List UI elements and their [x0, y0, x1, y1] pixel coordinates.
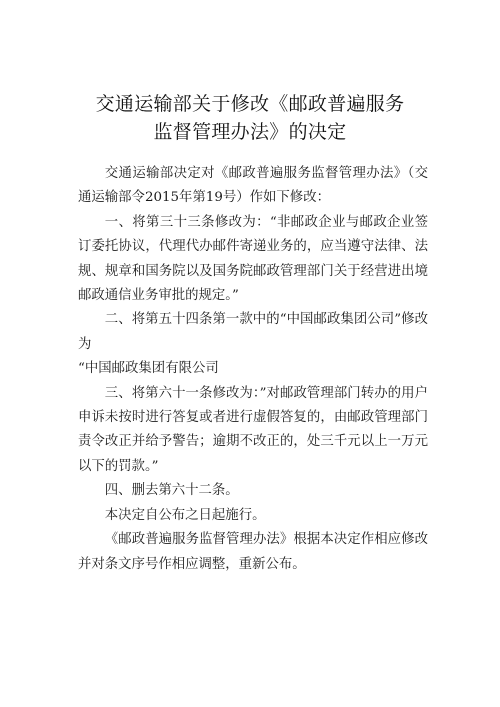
- intro-paragraph: 交通运输部决定对《邮政普遍服务监督管理办法》（交通运输部令2015年第19号）作如下修改：: [78, 166, 428, 206]
- document-title: [0, 90, 500, 146]
- amendment-4-paragraph: 四、删去第六十二条。: [104, 483, 239, 499]
- amendment-2-paragraph: 二、将第五十四条第一款中的“中国邮政集团公司”修改为: [78, 312, 428, 352]
- amendment-3-paragraph: 三、将第六十一条修改为：”对邮政管理部门转办的用户申诉未按时进行答复或者进行虚假答复的，由邮政管理部门责令改正并给予警告；逾期不改正的，处三千元以上一万元以下的罚款。”: [78, 385, 428, 474]
- amendment-1-paragraph: 一、将第三十三条修改为：“非邮政企业与邮政企业签订委托协议，代理代办邮件寄递业务的，应当遵守法律、法规、规章和国务院以及国务院邮政管理部门关于经营进出境邮政通信业务审批的规定。”: [78, 214, 428, 304]
- amendment-2-continuation: “中国邮政集团有限公司: [78, 361, 219, 377]
- republication-paragraph: 《邮政普遍服务监督管理办法》根据本决定作相应修改并对条文序号作相应调整，重新公布。: [78, 532, 428, 572]
- title-line-1: 交通运输部关于修改《邮政普遍服务: [95, 93, 405, 115]
- document-body: [78, 162, 428, 577]
- title-line-2: 监督管理办法》的决定: [153, 121, 347, 143]
- effective-date-paragraph: 本决定自公布之日起施行。: [104, 507, 266, 523]
